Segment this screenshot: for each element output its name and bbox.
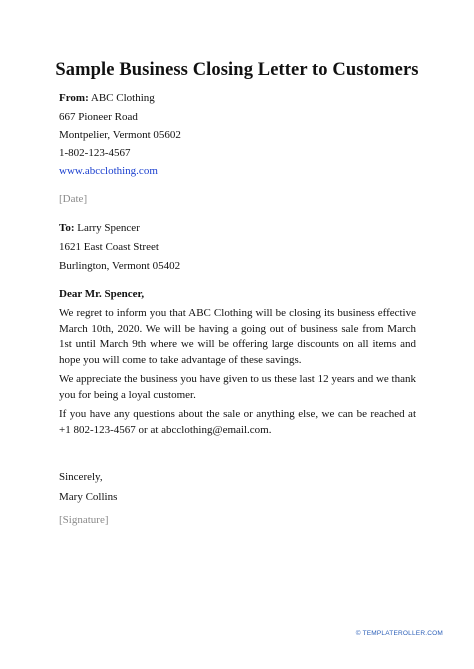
salutation: Dear Mr. Spencer, (59, 288, 145, 300)
signature-placeholder (59, 514, 109, 527)
document-title: Sample Business Closing Letter to Customers (55, 60, 419, 80)
recipient-city: Burlington, Vermont 05402 (59, 260, 181, 272)
date-text: Date (62, 193, 84, 205)
recipient-name: Larry Spencer (77, 222, 140, 234)
sender-street: 667 Pioneer Road (59, 111, 138, 123)
sender-website-link[interactable]: www.abcclothing.com (59, 165, 158, 177)
to-label: To: (59, 222, 75, 234)
recipient-street: 1621 East Coast Street (59, 241, 159, 253)
sender-name: ABC Clothing (90, 92, 155, 104)
from-label: From: (59, 92, 89, 104)
signature-close-bracket: ] (104, 514, 109, 526)
signature-text: Signature (62, 514, 105, 526)
signature-open-bracket: [ (59, 514, 63, 526)
body-paragraph-3: If you have any questions about the sale or anything else, we can be reached at +1 802-123-4567 or at abcclothing@email.com. (59, 408, 416, 436)
date-placeholder (59, 193, 87, 206)
sender-phone: 1-802-123-4567 (59, 147, 131, 159)
footer-credit-link[interactable]: © TEMPLATEROLLER.COM (355, 630, 443, 637)
date-open-bracket: [ (59, 193, 63, 205)
body-paragraph-2: We appreciate the business you have given to us these last 12 years and we thank you for being a loyal customer. (59, 373, 416, 401)
closing: Sincerely, (59, 471, 103, 483)
signer-name: Mary Collins (59, 491, 118, 503)
sender-city: Montpelier, Vermont 05602 (59, 129, 181, 141)
date-close-bracket: ] (83, 193, 88, 205)
recipient-name-line (59, 222, 140, 235)
sender-name-line (59, 92, 155, 105)
body-paragraph-1: We regret to inform you that ABC Clothing will be closing its business effective March 10th, 2020. We will be having a going out of business sale from March 1st until March 9th where we will be offering large discounts on all items and hope you will come to take advantage of these savings. (59, 307, 416, 366)
